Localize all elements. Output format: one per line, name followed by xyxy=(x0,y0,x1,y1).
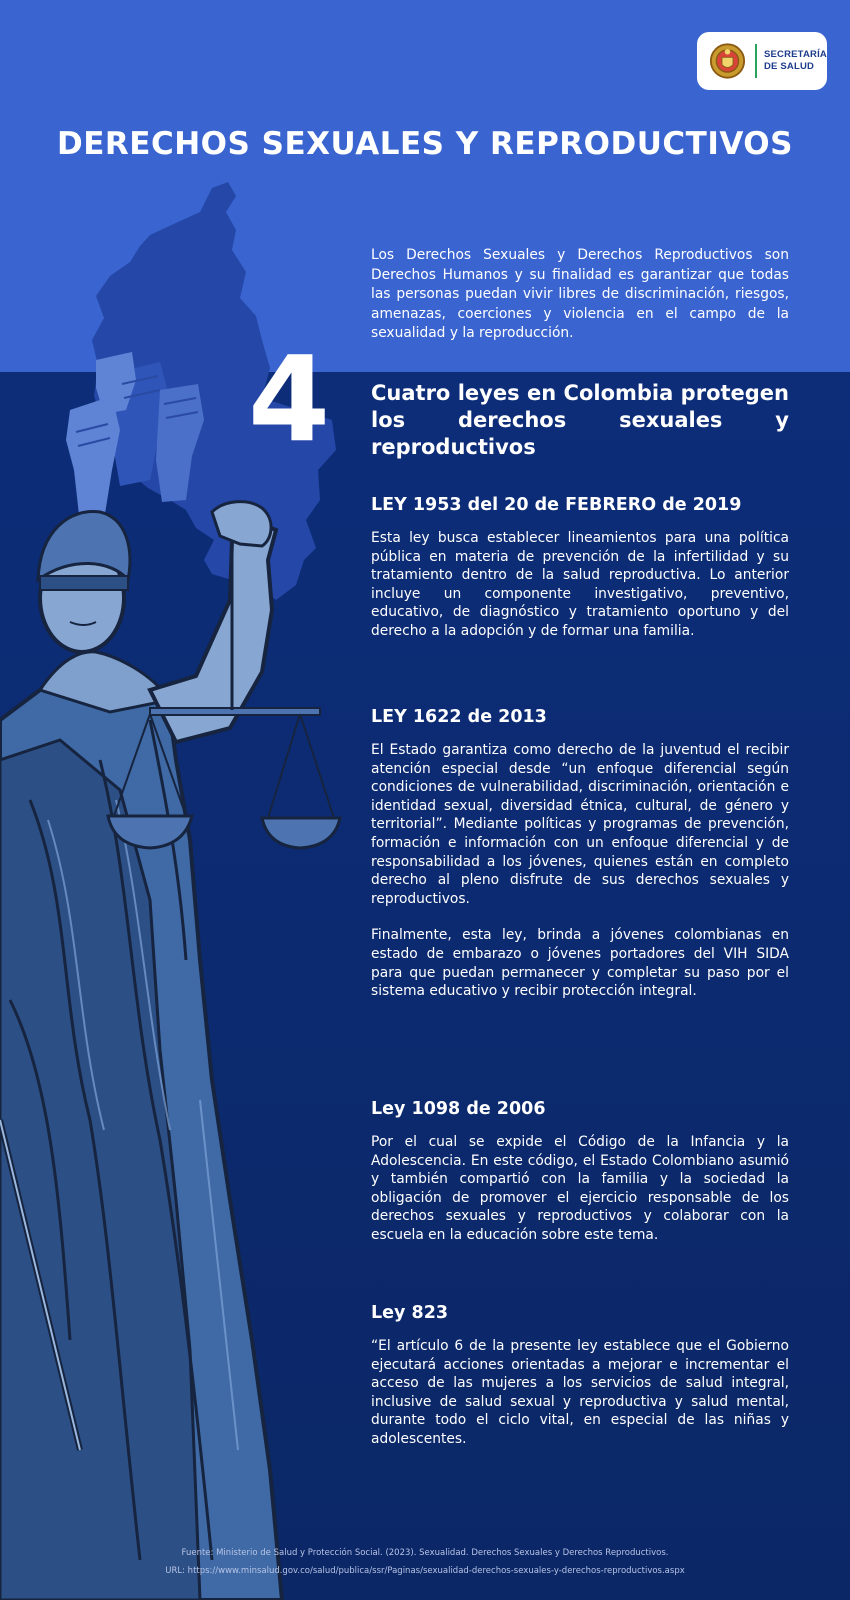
law-section-1953 xyxy=(371,494,789,641)
law-paragraph: Por el cual se expide el Código de la Infancia y la Adolescencia. En este código, el Estado Colombiano asumió y también compartió con la familia y la sociedad la obligación de promover el ejercicio responsable de los derechos sexuales y reproductivos y colaborar con la escuela en la educación sobre este tema. xyxy=(371,1134,789,1243)
logo-text-line-1: SECRETARÍA xyxy=(763,49,827,60)
logo-text-line-2: DE SALUD xyxy=(763,61,815,72)
footer-url: URL: https://www.minsalud.gov.co/salud/publica/ssr/Paginas/sexualidad-derechos-sexuales-y-derechos-reproductivos.aspx xyxy=(165,1566,685,1576)
logo-text xyxy=(764,49,827,73)
footer-source: Fuente: Ministerio de Salud y Protección Social. (2023). Sexualidad. Derechos Sexuales y Derechos Reproductivos. xyxy=(181,1548,669,1558)
law-section-1622 xyxy=(371,706,789,1001)
law-section-823 xyxy=(371,1302,789,1449)
law-heading: LEY 1953 del 20 de FEBRERO de 2019 xyxy=(371,495,742,515)
law-paragraph: El Estado garantiza como derecho de la juventud el recibir atención especial desde “un enfoque diferencial según condiciones de vulnerabilidad, discriminación, orientación e identidad sexual, diversidad étnica, cultural, de género y territorial”. Mediante políticas y programas de prevención, formación e información con un enfoque diferencial y de responsabilidad a los jóvenes, quienes están en completo derecho al pleno disfrute de sus derechos sexuales y reproductivos. xyxy=(371,742,789,907)
lady-justice-icon xyxy=(0,502,340,1600)
section-subtitle: Cuatro leyes en Colombia protegen los derechos sexuales y reproductivos xyxy=(371,381,789,459)
page-title: DERECHOS SEXUALES Y REPRODUCTIVOS xyxy=(57,126,793,162)
coat-of-arms-seal-icon xyxy=(709,42,746,80)
law-heading: Ley 823 xyxy=(371,1303,449,1323)
law-paragraph: Finalmente, esta ley, brinda a jóvenes colombianas en estado de embarazo o jóvenes portadores del VIH SIDA para que puedan permanecer y completar su paso por el sistema educativo y recibir protección integral. xyxy=(371,927,789,1000)
logo-divider xyxy=(755,44,757,78)
law-heading: Ley 1098 de 2006 xyxy=(371,1099,546,1119)
law-paragraph: “El artículo 6 de la presente ley establece que el Gobierno ejecutará acciones orientadas a mejorar e incrementar el acceso de las mujeres a los servicios de salud integral, inclusive de salud sexual y reproductiva y salud mental, durante todo el ciclo vital, en especial de las niñas y adolescentes. xyxy=(371,1338,789,1447)
secretaria-logo-badge xyxy=(697,32,827,90)
law-paragraph: Esta ley busca establecer lineamientos para una política pública en materia de prevención de la infertilidad y su tratamiento dentro de la salud reproductiva. Lo anterior incluye un componente investigativo, preventivo, educativo, de diagnóstico y tratamiento oportuno y del derecho a la adopción y de formar una familia. xyxy=(371,530,789,639)
big-number-four: 4 xyxy=(248,330,331,468)
law-section-1098 xyxy=(371,1098,789,1245)
law-heading: LEY 1622 de 2013 xyxy=(371,707,547,727)
intro-paragraph: Los Derechos Sexuales y Derechos Reproductivos son Derechos Humanos y su finalidad es garantizar que todas las personas puedan vivir libres de discriminación, riesgos, amenazas, coerciones y violencia en el campo de la sexualidad y la reproducción. xyxy=(371,247,789,341)
